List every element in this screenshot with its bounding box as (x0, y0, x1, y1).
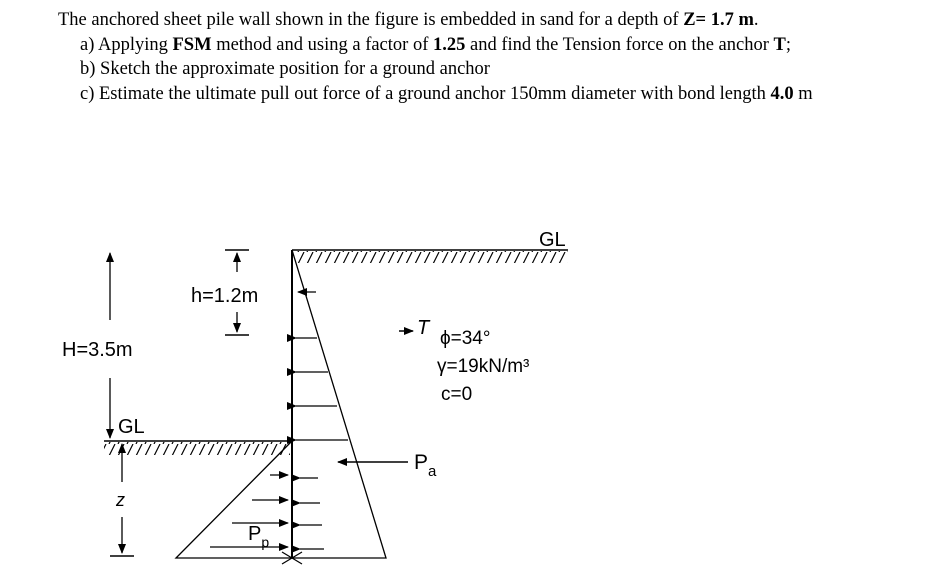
question-stem: The anchored sheet pile wall shown in the figure is embedded in sand for a depth of Z= 1.7 m. (58, 10, 759, 30)
ground-surface-top-hatch (296, 251, 568, 263)
cohesion-label: c=0 (441, 384, 473, 405)
question-part-a: a) Applying FSM method and using a factor of 1.25 and find the Tension force on the anchor T; (80, 34, 791, 55)
question-part-b: b) Sketch the approximate position for a ground anchor (80, 59, 490, 79)
H-label: H=3.5m (62, 339, 133, 361)
gl-top-label: GL (539, 229, 566, 251)
unit-weight-label: γ=19kN/m³ (437, 356, 530, 377)
h-label: h=1.2m (191, 285, 259, 307)
question-part-c: c) Estimate the ultimate pull out force of a ground anchor 150mm diameter with bond length 4.0 m (80, 83, 813, 104)
pa-label: $P_a$ (414, 451, 437, 480)
pp-label: $P_p$ (248, 523, 270, 550)
ground-surface-bottom-hatch (104, 442, 290, 455)
anchor-label: T (417, 317, 430, 339)
active-pressure-diagram (292, 250, 386, 558)
gl-bottom-label: GL (118, 416, 145, 438)
friction-angle-label: ϕ=34° (440, 328, 491, 349)
z-label: z (116, 490, 125, 510)
